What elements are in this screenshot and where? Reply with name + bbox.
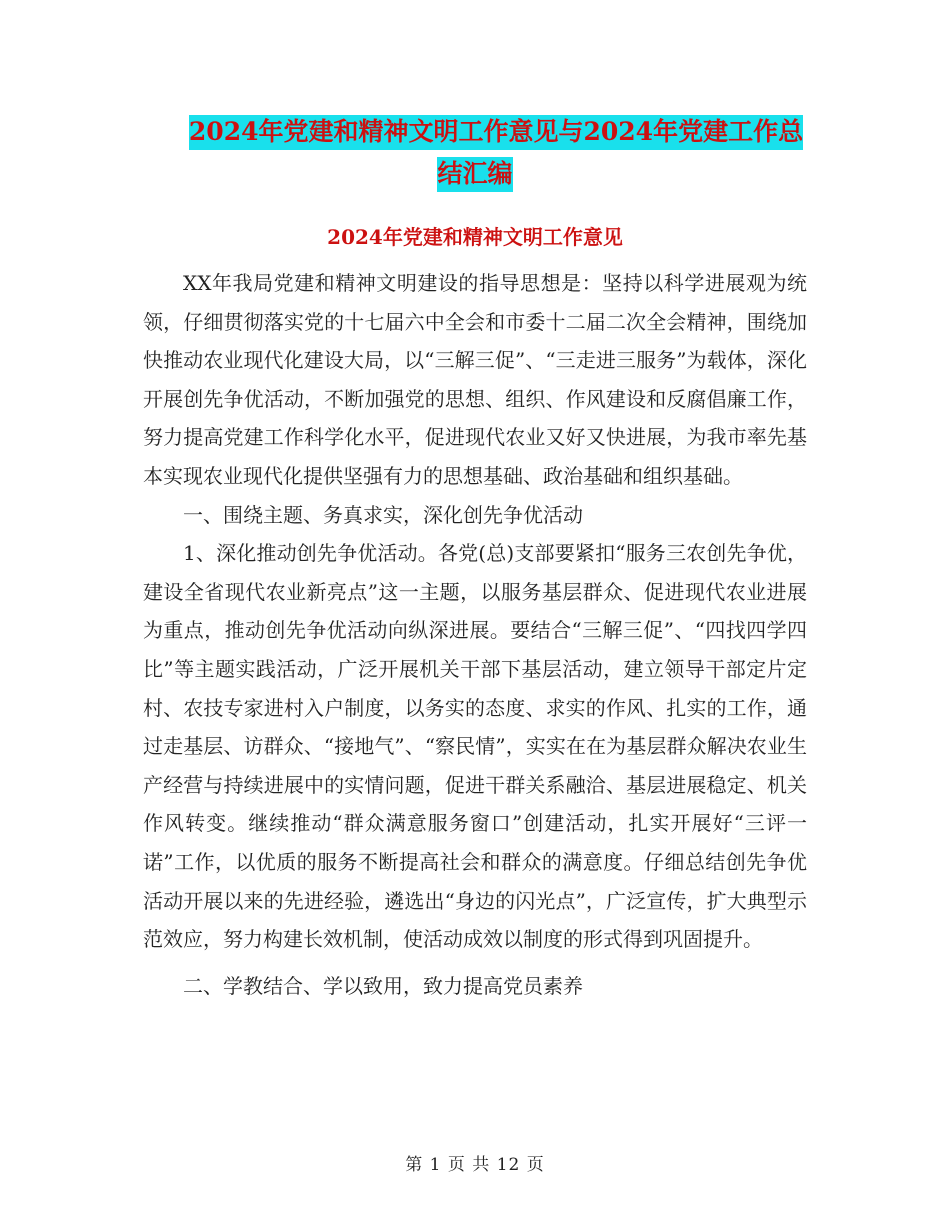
heading-two: 二、学教结合、学以致用，致力提高党员素养 [183, 973, 583, 998]
section-title: 2024年党建和精神文明工作意见 [327, 225, 623, 249]
main-title-highlight-1: 2024年党建和精神文明工作意见与2024年党建工作总 [189, 115, 803, 150]
body-text [143, 264, 807, 1005]
main-title-line-1 [0, 112, 950, 152]
heading-one: 一、围绕主题、务真求实，深化创先争优活动 [183, 502, 583, 527]
paragraph-item-1: 1、深化推动创先争优活动。各党(总)支部要紧扣“服务三农创先争优，建设全省现代农业新亮点”这一主题，以服务基层群众、促进现代农业进展为重点，推动创先争优活动向纵深进展。要结合“三解三促”、“四找四学四比”等主题实践活动，广泛开展机关干部下基层活动，建立领导干部定片定村、农技专家进村入户制度，以务实的态度、求实的作风、扎实的工作，通过走基层、访群众、“接地气”、“察民情”，实实在在为基层群众解决农业生产经营与持续进展中的实情问题，促进干群关系融洽、基层进展稳定、机关作风转变。继续推动“群众满意服务窗口”创建活动，扎实开展好“三评一诺”工作，以优质的服务不断提高社会和群众的满意度。仔细总结创先争优活动开展以来的先进经验，遴选出“身边的闪光点”，广泛宣传，扩大典型示范效应，努力构建长效机制，使活动成效以制度的形式得到巩固提升。 [143, 541, 807, 952]
page-footer: 第 1 页 共 12 页 [405, 1155, 545, 1175]
main-title-highlight-2: 结汇编 [437, 157, 512, 192]
paragraph-intro: XX年我局党建和精神文明建设的指导思想是：坚持以科学进展观为统领，仔细贯彻落实党的十七届六中全会和市委十二届二次全会精神，围绕加快推动农业现代化建设大局，以“三解三促”、“三走进三服务”为载体，深化开展创先争优活动，不断加强党的思想、组织、作风建设和反腐倡廉工作，努力提高党建工作科学化水平，促进现代农业又好又快进展，为我市率先基本实现农业现代化提供坚强有力的思想基础、政治基础和组织基础。 [143, 271, 807, 488]
main-title-line-2 [0, 154, 950, 194]
